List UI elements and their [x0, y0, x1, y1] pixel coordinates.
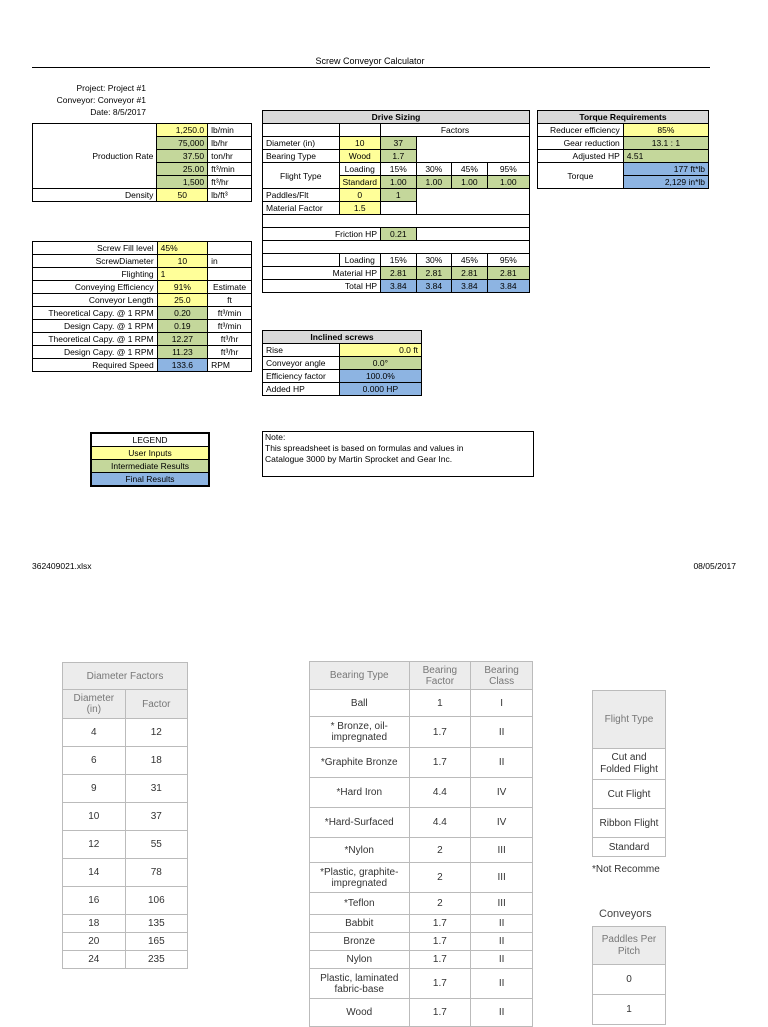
total-hp-value: 3.84: [416, 280, 452, 293]
footer-date: 08/05/2017: [693, 561, 736, 571]
total-hp-value: 3.84: [452, 280, 488, 293]
bearing-type-cell: *Hard-Surfaced: [310, 808, 410, 838]
bearing-factor-cell: 1.7: [409, 999, 471, 1027]
added-hp-value: 0.000 HP: [339, 383, 421, 396]
bearing-class-cell: III: [471, 893, 533, 915]
bearing-type-cell: Wood: [310, 999, 410, 1027]
torque-value-inlb: 2,129 in*lb: [623, 176, 708, 189]
param-label: Conveyor Length: [33, 294, 158, 307]
bearing-class-cell: II: [471, 915, 533, 933]
diameter-cell: 16: [63, 887, 126, 915]
diameter-cell: 9: [63, 775, 126, 803]
bearing-factor-cell: 2: [409, 893, 471, 915]
production-unit: ft³/min: [208, 163, 252, 176]
param-label: Theoretical Capy. @ 1 RPM: [33, 307, 158, 320]
param-value: 12.27: [157, 333, 207, 346]
param-label: Screw Fill level: [33, 242, 158, 255]
diameter-cell: 12: [63, 831, 126, 859]
bearing-type-cell: Nylon: [310, 951, 410, 969]
factor-cell: 12: [125, 719, 187, 747]
density-label: Density: [33, 189, 157, 202]
bearing-type-cell: Babbit: [310, 915, 410, 933]
bearing-factor-cell: 1.7: [409, 717, 471, 748]
flight-factor: 1.00: [416, 176, 452, 189]
bearing-factor-cell: 2: [409, 838, 471, 863]
bearing-factor-cell: 1.7: [409, 969, 471, 999]
loading-value: 30%: [416, 163, 452, 176]
param-unit: ft³/min: [208, 307, 252, 320]
flight-type-item: Standard: [593, 838, 666, 857]
loading-value: 15%: [381, 163, 417, 176]
project-value: Project #1: [107, 83, 146, 93]
footer-filename: 362409021.xlsx: [32, 561, 92, 571]
bearing-type-cell: *Plastic, graphite-impregnated: [310, 863, 410, 893]
param-label: Required Speed: [33, 359, 158, 372]
efficiency-label: Efficiency factor: [263, 370, 340, 383]
param-label: Flighting: [33, 268, 158, 281]
page-title: Screw Conveyor Calculator: [315, 56, 425, 66]
legend-title: LEGEND: [91, 433, 209, 447]
friction-hp-value: 0.21: [381, 228, 417, 241]
material-hp-label: Material HP: [263, 267, 381, 280]
param-value[interactable]: 10: [157, 255, 207, 268]
torque-table: [537, 110, 709, 189]
flight-type-label: Flight Type: [263, 163, 340, 189]
flight-type-value[interactable]: Standard: [339, 176, 381, 189]
flight-type-header: Flight Type: [593, 691, 666, 749]
factors-label: Factors: [381, 124, 530, 137]
paddles-value[interactable]: 0: [339, 189, 381, 202]
bearing-type-cell: *Teflon: [310, 893, 410, 915]
bearing-factor-cell: 1.7: [409, 748, 471, 778]
bearing-type-cell: * Bronze, oil-impregnated: [310, 717, 410, 748]
note-title: Note:: [265, 432, 286, 442]
factor-cell: 78: [125, 859, 187, 887]
flight-factor: 1.00: [452, 176, 488, 189]
density-unit: lb/ft³: [208, 189, 252, 202]
param-value: 0.19: [157, 320, 207, 333]
loading-value-2: 45%: [452, 254, 488, 267]
bearing-type-cell: *Graphite Bronze: [310, 748, 410, 778]
diameter-factor: 37: [381, 137, 417, 150]
param-value[interactable]: 45%: [157, 242, 207, 255]
paddles-factor: 1: [381, 189, 417, 202]
production-label: Production Rate: [33, 124, 157, 189]
title-rule: [32, 67, 710, 68]
factor-cell: 235: [125, 951, 187, 969]
note-line: Catalogue 3000 by Martin Sprocket and Gear Inc.: [265, 454, 453, 464]
bearing-factor-cell: 1: [409, 690, 471, 717]
conveyor-value: Conveyor #1: [97, 95, 146, 105]
total-hp-value: 3.84: [487, 280, 529, 293]
flight-type-item: Cut and Folded Flight: [593, 749, 666, 780]
param-value: 11.23: [157, 346, 207, 359]
param-unit: [208, 242, 252, 255]
param-value[interactable]: 91%: [157, 281, 207, 294]
date-label: Date:: [90, 107, 111, 117]
diameter-value[interactable]: 10: [339, 137, 381, 150]
legend-intermediate-results: Intermediate Results: [91, 460, 209, 473]
factor-cell: 135: [125, 915, 187, 933]
production-value: 25.00: [157, 163, 208, 176]
rise-label: Rise: [263, 344, 340, 357]
bearing-class-cell: II: [471, 748, 533, 778]
drive-sizing-header: Drive Sizing: [263, 111, 530, 124]
diameter-col-header: Diameter (in): [63, 690, 126, 719]
production-table: [32, 123, 252, 202]
paddles-label: Paddles/Flt: [263, 189, 340, 202]
factor-cell: 31: [125, 775, 187, 803]
torque-label: Torque: [538, 163, 624, 189]
diameter-cell: 20: [63, 933, 126, 951]
friction-hp-label: Friction HP: [263, 228, 381, 241]
total-hp-value: 3.84: [381, 280, 417, 293]
angle-value: 0.0°: [339, 357, 421, 370]
bearing-table: [309, 661, 533, 1027]
param-value[interactable]: 1: [157, 268, 207, 281]
torque-value-ftlb: 177 ft*lb: [623, 163, 708, 176]
factor-cell: 165: [125, 933, 187, 951]
loading-value-2: 95%: [487, 254, 529, 267]
diameter-cell: 14: [63, 859, 126, 887]
not-recommended-note: *Not Recomme: [592, 864, 660, 875]
bearing-factor-cell: 4.4: [409, 778, 471, 808]
production-value[interactable]: 1,250.0: [157, 124, 208, 137]
date-value: 8/5/2017: [112, 107, 146, 117]
bearing-class-cell: III: [471, 838, 533, 863]
param-unit: [208, 268, 252, 281]
loading-value: 45%: [452, 163, 488, 176]
bearing-type-cell: Bronze: [310, 933, 410, 951]
legend-user-inputs: User Inputs: [91, 447, 209, 460]
gear-value: 13.1 : 1: [623, 137, 708, 150]
bearing-class-cell: IV: [471, 778, 533, 808]
production-value: 1,500: [157, 176, 208, 189]
bearing-class-cell: III: [471, 863, 533, 893]
bearing-value[interactable]: Wood: [339, 150, 381, 163]
adjusted-hp-value: 4.51: [623, 150, 708, 163]
param-label: Design Capy. @ 1 RPM: [33, 346, 158, 359]
param-unit: ft³/min: [208, 320, 252, 333]
material-hp-value: 2.81: [452, 267, 488, 280]
bearing-type-cell: *Nylon: [310, 838, 410, 863]
density-value[interactable]: 50: [157, 189, 208, 202]
factor-cell: 37: [125, 803, 187, 831]
diameter-cell: 18: [63, 915, 126, 933]
bearing-class-cell: II: [471, 951, 533, 969]
note-line: This spreadsheet is based on formulas and values in: [265, 443, 464, 453]
paddles-table: [592, 926, 666, 1025]
param-label: Design Capy. @ 1 RPM: [33, 320, 158, 333]
params-table: [32, 241, 252, 372]
bearing-factor-cell: 1.7: [409, 933, 471, 951]
param-value: 0.20: [157, 307, 207, 320]
bearing-type-cell: Plastic, laminated fabric-base: [310, 969, 410, 999]
bearing-type-cell: *Hard Iron: [310, 778, 410, 808]
diameter-label: Diameter (in): [263, 137, 340, 150]
material-factor-value[interactable]: 1.5: [339, 202, 381, 215]
added-hp-label: Added HP: [263, 383, 340, 396]
loading-value-2: 15%: [381, 254, 417, 267]
reducer-label: Reducer efficiency: [538, 124, 624, 137]
bearing-factor-cell: 1.7: [409, 915, 471, 933]
flight-type-item: Ribbon Flight: [593, 809, 666, 838]
production-unit: ft³/hr: [208, 176, 252, 189]
diameter-cell: 10: [63, 803, 126, 831]
bearing-class-cell: II: [471, 933, 533, 951]
torque-header: Torque Requirements: [538, 111, 709, 124]
gear-label: Gear reduction: [538, 137, 624, 150]
bearing-factor-cell: 4.4: [409, 808, 471, 838]
param-unit: Estimate: [208, 281, 252, 294]
diameter-cell: 6: [63, 747, 126, 775]
rise-value[interactable]: 0.0 ft: [339, 344, 421, 357]
bearing-factor-cell: 1.7: [409, 951, 471, 969]
param-unit: RPM: [208, 359, 252, 372]
param-label: Theoretical Capy. @ 1 RPM: [33, 333, 158, 346]
bearing-class-cell: II: [471, 717, 533, 748]
inclined-screws-table: [262, 330, 422, 396]
bearing-class-cell: II: [471, 999, 533, 1027]
flight-type-table: [592, 690, 666, 857]
material-factor-label: Material Factor: [263, 202, 340, 215]
param-unit: ft³/hr: [208, 346, 252, 359]
conveyor-label: Conveyor:: [56, 95, 96, 105]
diameter-cell: 24: [63, 951, 126, 969]
paddles-per-pitch-header: Paddles Per Pitch: [593, 927, 666, 965]
legend: [90, 432, 210, 487]
factor-cell: 55: [125, 831, 187, 859]
loading-label-2: Loading: [339, 254, 381, 267]
total-hp-label: Total HP: [263, 280, 381, 293]
reducer-value[interactable]: 85%: [623, 124, 708, 137]
bearing-label: Bearing Type: [263, 150, 340, 163]
drive-sizing-table: [262, 110, 530, 293]
bearing-class-cell: I: [471, 690, 533, 717]
inclined-header: Inclined screws: [263, 331, 422, 344]
bearing-factor-cell: 2: [409, 863, 471, 893]
factor-col-header: Factor: [125, 690, 187, 719]
production-unit: lb/min: [208, 124, 252, 137]
bearing-class-cell: IV: [471, 808, 533, 838]
flight-factor: 1.00: [381, 176, 417, 189]
material-hp-value: 2.81: [381, 267, 417, 280]
param-value: 133.6: [157, 359, 207, 372]
material-hp-value: 2.81: [487, 267, 529, 280]
production-unit: lb/hr: [208, 137, 252, 150]
diameter-factors-title: Diameter Factors: [63, 663, 188, 690]
param-unit: in: [208, 255, 252, 268]
conveyors-title: Conveyors: [599, 908, 652, 920]
adjusted-hp-label: Adjusted HP: [538, 150, 624, 163]
param-unit: ft: [208, 294, 252, 307]
angle-label: Conveyor angle: [263, 357, 340, 370]
paddles-item: 1: [593, 995, 666, 1025]
param-unit: ft³/hr: [208, 333, 252, 346]
bearing-type-cell: Ball: [310, 690, 410, 717]
bearing-class-header: Bearing Class: [471, 662, 533, 690]
flight-factor: 1.00: [487, 176, 529, 189]
efficiency-value: 100.0%: [339, 370, 421, 383]
note-box: [262, 431, 534, 477]
production-unit: ton/hr: [208, 150, 252, 163]
loading-label: Loading: [339, 163, 381, 176]
diameter-factors-table: [62, 662, 188, 969]
param-label: Conveying Efficiency: [33, 281, 158, 294]
flight-type-item: Cut Flight: [593, 780, 666, 809]
factor-cell: 106: [125, 887, 187, 915]
bearing-type-header: Bearing Type: [310, 662, 410, 690]
paddles-item: 0: [593, 965, 666, 995]
param-value[interactable]: 25.0: [157, 294, 207, 307]
project-label: Project:: [76, 83, 106, 93]
bearing-factor: 1.7: [381, 150, 417, 163]
material-hp-value: 2.81: [416, 267, 452, 280]
production-value: 37.50: [157, 150, 208, 163]
factor-cell: 18: [125, 747, 187, 775]
production-value: 75,000: [157, 137, 208, 150]
loading-value: 95%: [487, 163, 529, 176]
bearing-class-cell: II: [471, 969, 533, 999]
bearing-factor-header: Bearing Factor: [409, 662, 471, 690]
param-label: ScrewDiameter: [33, 255, 158, 268]
loading-value-2: 30%: [416, 254, 452, 267]
diameter-cell: 4: [63, 719, 126, 747]
legend-final-results: Final Results: [91, 473, 209, 487]
project-info: [32, 82, 146, 118]
